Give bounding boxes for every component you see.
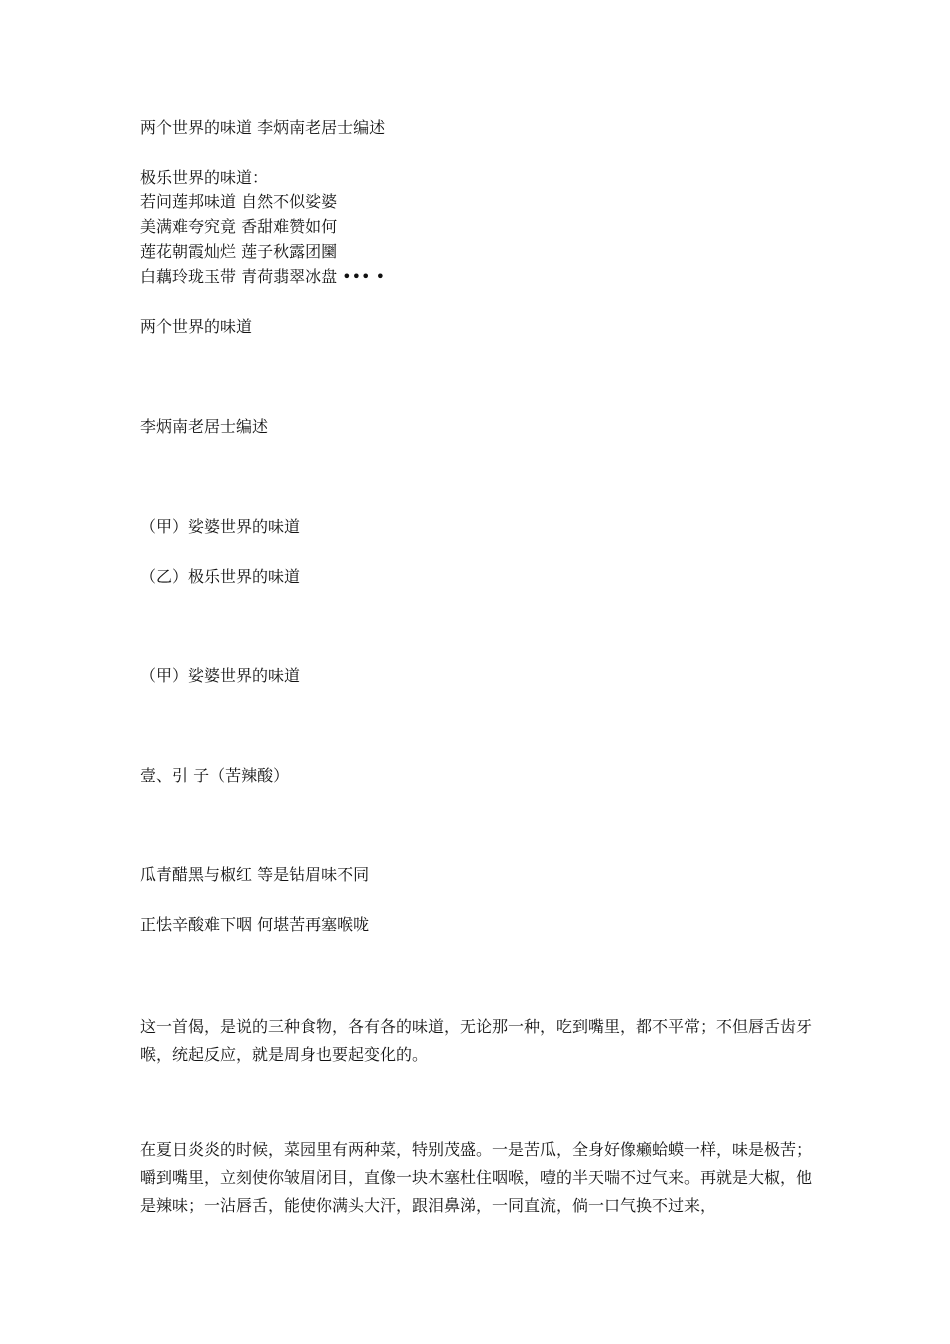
contents-item: （乙）极乐世界的味道	[140, 567, 301, 586]
header-line: 两个世界的味道 李炳南老居士编述	[140, 118, 386, 137]
section-title: （甲）娑婆世界的味道	[140, 666, 301, 685]
document-author: 李炳南老居士编述	[140, 417, 269, 436]
gatha-line: 瓜青醋黑与椒红 等是钻眉味不同	[140, 865, 370, 884]
verse-line: 若问莲邦味道 自然不似娑婆	[140, 192, 338, 211]
subsection-title: 壹、引 子（苦辣酸）	[140, 766, 290, 785]
contents-item: （甲）娑婆世界的味道	[140, 517, 301, 536]
body-paragraph: 在夏日炎炎的时候，菜园里有两种菜，特别茂盛。一是苦瓜，全身好像癞蛤蟆一样，味是极苦；嚼到嘴里，立刻使你皱眉闭目，直像一块木塞杜住咽喉，噎的半天喘不过气来。再就是大椒，他是辣味；一沾唇舌，能使你满头大汗，跟泪鼻涕，一同直流，倘一口气换不过来，	[140, 1140, 813, 1215]
verse-line: 白藕玲珑玉带 青荷翡翠冰盘 ••• •	[140, 267, 386, 286]
document-title: 两个世界的味道	[140, 317, 253, 336]
body-paragraph: 这一首偈，是说的三种食物，各有各的味道，无论那一种，吃到嘴里，都不平常；不但唇舌齿牙喉，统起反应，就是周身也要起变化的。	[140, 1017, 813, 1064]
intro-label: 极乐世界的味道：	[140, 168, 269, 187]
verse-line: 莲花朝霞灿烂 莲子秋露团圞	[140, 242, 338, 261]
gatha-line: 正怯辛酸难下咽 何堪苦再塞喉咙	[140, 915, 370, 934]
verse-line: 美满难夸究竟 香甜难赞如何	[140, 217, 338, 236]
